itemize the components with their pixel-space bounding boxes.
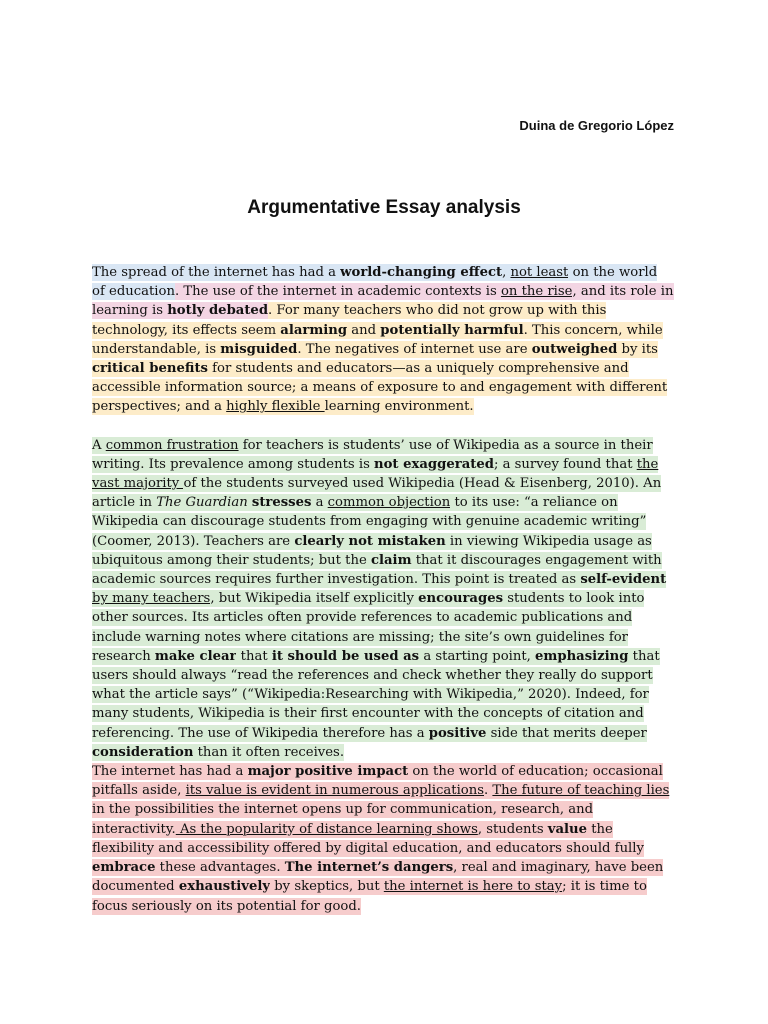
highlighted-text-run: by its: [617, 341, 658, 357]
highlighted-text-run: on the world of education: [92, 265, 658, 300]
highlighted-text-run: clearly not mistaken: [294, 533, 446, 549]
highlighted-text-run: outweighed: [531, 341, 618, 357]
highlighted-text-run: a: [311, 495, 328, 511]
highlighted-text-run: encourages: [418, 591, 504, 607]
highlighted-text-run: The future of teaching lies: [492, 783, 670, 799]
highlighted-text-run: the flexibility and accessibility offered by digital education, and educators should fully: [92, 821, 644, 856]
highlighted-text-run: ; it is time to focus seriously on its potential for good.: [92, 879, 647, 914]
highlighted-text-run: exhaustively: [178, 879, 271, 895]
highlighted-text-run: on the rise: [500, 284, 573, 300]
highlighted-text-run: by many teachers: [92, 591, 211, 607]
highlighted-text-run: A: [92, 437, 106, 453]
author-name: Duina de Gregorio López: [519, 118, 674, 133]
highlighted-text-run: consideration: [92, 744, 194, 760]
highlighted-text-run: embrace: [92, 860, 156, 876]
highlighted-text-run: ,: [502, 265, 511, 280]
highlighted-text-run: . The negatives of internet use are: [297, 341, 532, 357]
highlighted-text-run: , but Wikipedia itself explicitly: [210, 591, 419, 607]
highlighted-text-run: major positive impact: [247, 764, 409, 780]
essay-paragraph: [92, 762, 674, 916]
highlighted-text-run: the internet is here to stay: [383, 879, 563, 895]
highlighted-text-run: , real and imaginary, have been documented: [92, 860, 664, 895]
highlighted-text-run: alarming: [280, 322, 348, 338]
highlighted-text-run: a starting point,: [419, 648, 536, 664]
highlighted-text-run: stresses: [251, 495, 312, 511]
highlighted-text-run: side that merits deeper: [486, 725, 647, 741]
highlighted-text-run: . The use of the internet in academic contexts is: [174, 284, 501, 300]
highlighted-text-run: highly flexible: [226, 399, 325, 415]
highlighted-text-run: not exaggerated: [374, 456, 494, 472]
highlighted-text-run: not least: [510, 265, 569, 280]
highlighted-text-run: self-evident: [580, 572, 667, 588]
highlighted-text-run: on the world of education; occasional pitfalls aside,: [92, 764, 663, 799]
highlighted-text-run: to its use: “a reliance on Wikipedia can discourage students from engaging with genuine academic writing” (Coomer, 2013). Teachers are: [92, 495, 647, 549]
essay-paragraph: [92, 436, 674, 762]
highlighted-text-run: of the students surveyed used Wikipedia (Head & Eisenberg, 2010). An article in: [92, 476, 662, 511]
highlighted-text-run: emphasizing: [535, 648, 629, 664]
highlighted-text-run: . This concern, while understandable, is: [92, 322, 663, 357]
highlighted-text-run: . For many teachers who did not grow up with this technology, its effects seem: [92, 303, 607, 338]
highlighted-text-run: students to look into other sources. Its articles often provide references to academic publications and include warning notes where citations are missing; the site’s own guidelines for research: [92, 591, 645, 664]
highlighted-text-run: As the popularity of distance learning shows: [175, 821, 478, 837]
highlighted-text-run: potentially harmful: [380, 322, 524, 338]
highlighted-text-run: by skeptics, but: [270, 879, 384, 895]
highlighted-text-run: in viewing Wikipedia usage as ubiquitous among their students; but the: [92, 533, 652, 568]
highlighted-text-run: that it discourages engagement with academic sources requires further investigation. This point is treated as: [92, 552, 662, 588]
highlighted-text-run: the vast majority: [92, 456, 659, 492]
highlighted-text-run: in the possibilities the internet opens up for communication, research, and interactivity.: [92, 802, 594, 837]
highlighted-text-run: that users should always “read the references and check whether they really do support what the article says” (“Wikipedia:Researching with Wikipedia,” 2020). Indeed, for many students, Wikipedia is their first encounter with the concepts of citation and referencing. The use of Wikipedia therefore has a: [92, 648, 660, 741]
highlighted-text-run: its value is evident in numerous applications: [185, 783, 484, 799]
highlighted-text-run: common objection: [327, 495, 451, 511]
highlighted-text-run: claim: [370, 552, 412, 568]
highlighted-text-run: The internet’s dangers: [284, 860, 454, 876]
essay-paragraph: [92, 263, 674, 417]
highlighted-text-run: value: [547, 821, 587, 837]
essay-body: [92, 263, 674, 916]
highlighted-text-run: learning environment.: [324, 399, 474, 415]
highlighted-text-run: The spread of the internet has had a: [92, 265, 341, 280]
highlighted-text-run: these advantages.: [155, 860, 285, 876]
highlighted-text-run: The Guardian: [156, 495, 248, 511]
highlighted-text-run: for students and educators—as a uniquely comprehensive and accessible information source; a means of exposure to and engagement with different perspectives; and a: [92, 361, 668, 415]
highlighted-text-run: world-changing effect: [340, 265, 503, 280]
highlighted-text-run: it should be used as: [271, 648, 420, 664]
highlighted-text-run: and: [347, 322, 381, 338]
document-title: Argumentative Essay analysis: [247, 197, 521, 218]
highlighted-text-run: ; a survey found that: [493, 456, 637, 472]
highlighted-text-run: positive: [428, 725, 487, 741]
highlighted-text-run: common frustration: [105, 437, 239, 453]
highlighted-text-run: critical benefits: [92, 361, 208, 377]
highlighted-text-run: misguided: [220, 341, 298, 357]
highlighted-text-run: .: [484, 783, 493, 799]
highlighted-text-run: , and its role in learning is: [92, 284, 674, 319]
highlighted-text-run: for teachers is students’ use of Wikipedia as a source in their writing. Its prevalence among students is: [92, 437, 653, 472]
highlighted-text-run: make clear: [154, 648, 237, 664]
highlighted-text-run: The internet has had a: [92, 764, 248, 780]
highlighted-text-run: hotly debated: [167, 303, 269, 319]
highlighted-text-run: than it often receives.: [193, 744, 345, 760]
highlighted-text-run: that: [236, 648, 272, 664]
highlighted-text-run: , students: [477, 821, 548, 837]
